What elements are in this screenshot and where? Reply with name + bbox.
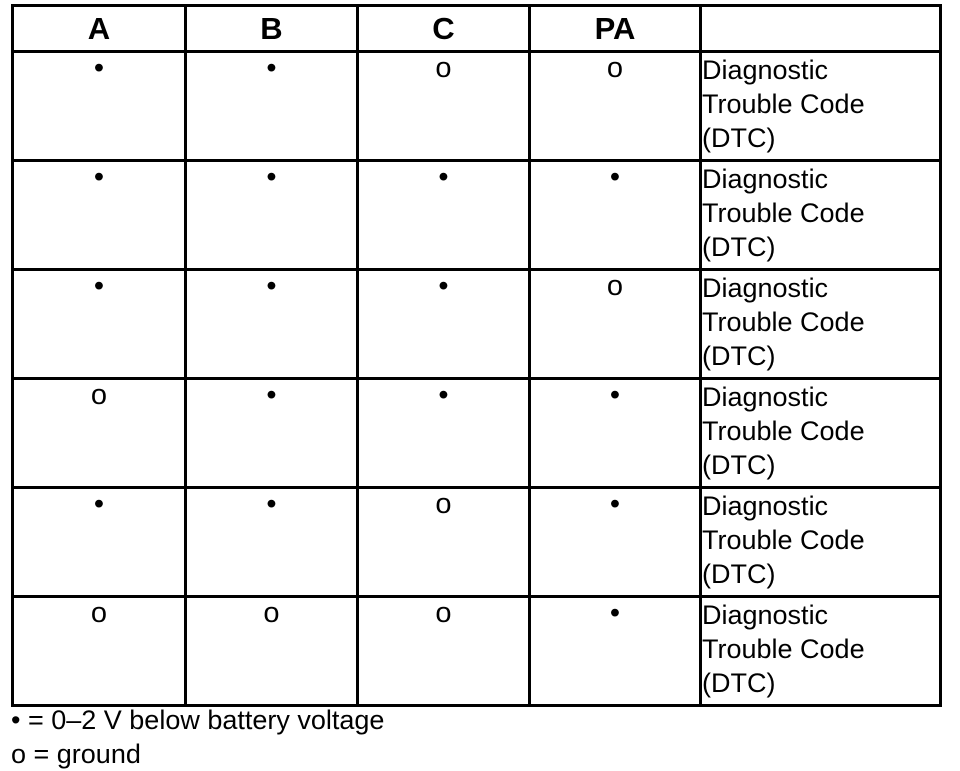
legend-dot-line: • = 0–2 V below battery voltage <box>11 705 385 735</box>
cell-c: • <box>358 270 530 379</box>
cell-b: • <box>186 52 358 161</box>
dtc-table-frame <box>11 4 942 707</box>
table-row <box>13 270 941 379</box>
cell-description: Diagnostic Trouble Code (DTC) <box>701 379 941 488</box>
header-description <box>701 6 941 52</box>
cell-b: • <box>186 161 358 270</box>
table-row <box>13 379 941 488</box>
cell-pa: • <box>530 597 701 706</box>
cell-description: Diagnostic Trouble Code (DTC) <box>701 597 941 706</box>
header-c: C <box>358 6 530 52</box>
header-a: A <box>13 6 186 52</box>
cell-description: Diagnostic Trouble Code (DTC) <box>701 161 941 270</box>
cell-pa: • <box>530 379 701 488</box>
cell-b: o <box>186 597 358 706</box>
header-pa: PA <box>530 6 701 52</box>
cell-pa: o <box>530 270 701 379</box>
cell-c: • <box>358 161 530 270</box>
cell-a: • <box>13 161 186 270</box>
cell-a: o <box>13 597 186 706</box>
cell-b: • <box>186 379 358 488</box>
cell-description: Diagnostic Trouble Code (DTC) <box>701 270 941 379</box>
legend-o-line: o = ground <box>11 739 141 769</box>
cell-a: • <box>13 488 186 597</box>
cell-b: • <box>186 488 358 597</box>
cell-a: o <box>13 379 186 488</box>
cell-pa: • <box>530 488 701 597</box>
legend <box>11 703 384 771</box>
cell-c: • <box>358 379 530 488</box>
cell-pa: • <box>530 161 701 270</box>
table-row <box>13 161 941 270</box>
header-b: B <box>186 6 358 52</box>
cell-a: • <box>13 270 186 379</box>
cell-description: Diagnostic Trouble Code (DTC) <box>701 52 941 161</box>
cell-c: o <box>358 52 530 161</box>
cell-description: Diagnostic Trouble Code (DTC) <box>701 488 941 597</box>
cell-c: o <box>358 597 530 706</box>
table-row <box>13 488 941 597</box>
cell-b: • <box>186 270 358 379</box>
table-row <box>13 52 941 161</box>
table-row <box>13 597 941 706</box>
dtc-table <box>11 4 942 707</box>
header-row <box>13 6 941 52</box>
cell-c: o <box>358 488 530 597</box>
cell-pa: o <box>530 52 701 161</box>
cell-a: • <box>13 52 186 161</box>
